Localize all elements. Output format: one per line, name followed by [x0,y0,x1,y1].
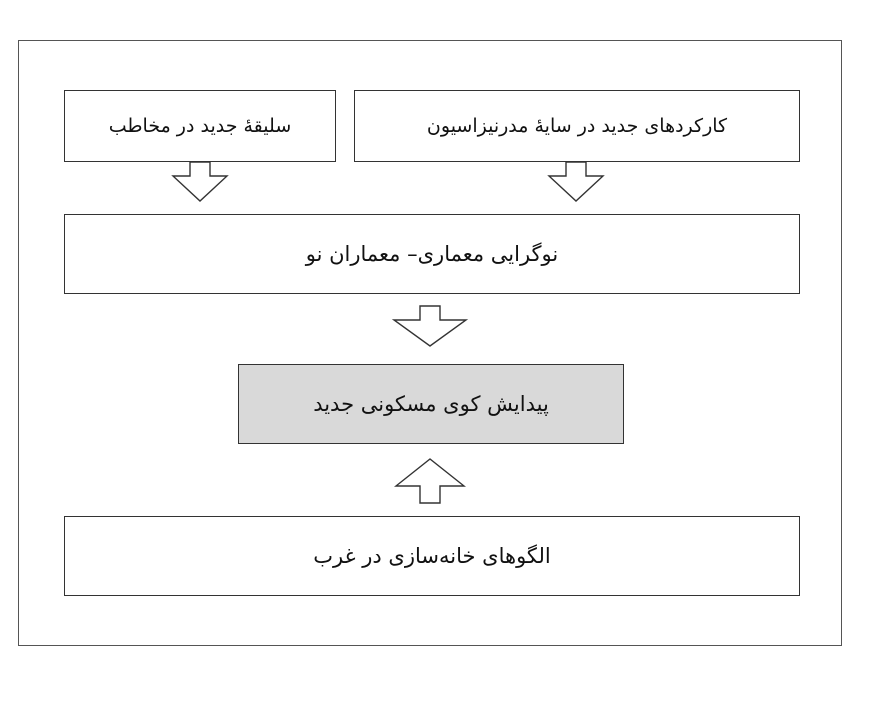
box-western-label: الگوهای خانه‌سازی در غرب [313,544,551,568]
box-architectural-modernism [64,214,800,294]
box-new-taste-in-audience [64,90,336,162]
box-new-residential-district [238,364,624,444]
box-new-taste-label: سلیقۀ جدید در مخاطب [108,115,292,137]
box-new-functions-label: کارکردهای جدید در سایۀ مدرنیزاسیون [426,115,728,137]
box-modernism-label: نوگرایی معماری– معماران نو [305,242,559,266]
box-new-functions-modernization [354,90,800,162]
box-residential-label: پیدایش کوی مسکونی جدید [313,392,549,416]
box-western-housing-patterns [64,516,800,596]
